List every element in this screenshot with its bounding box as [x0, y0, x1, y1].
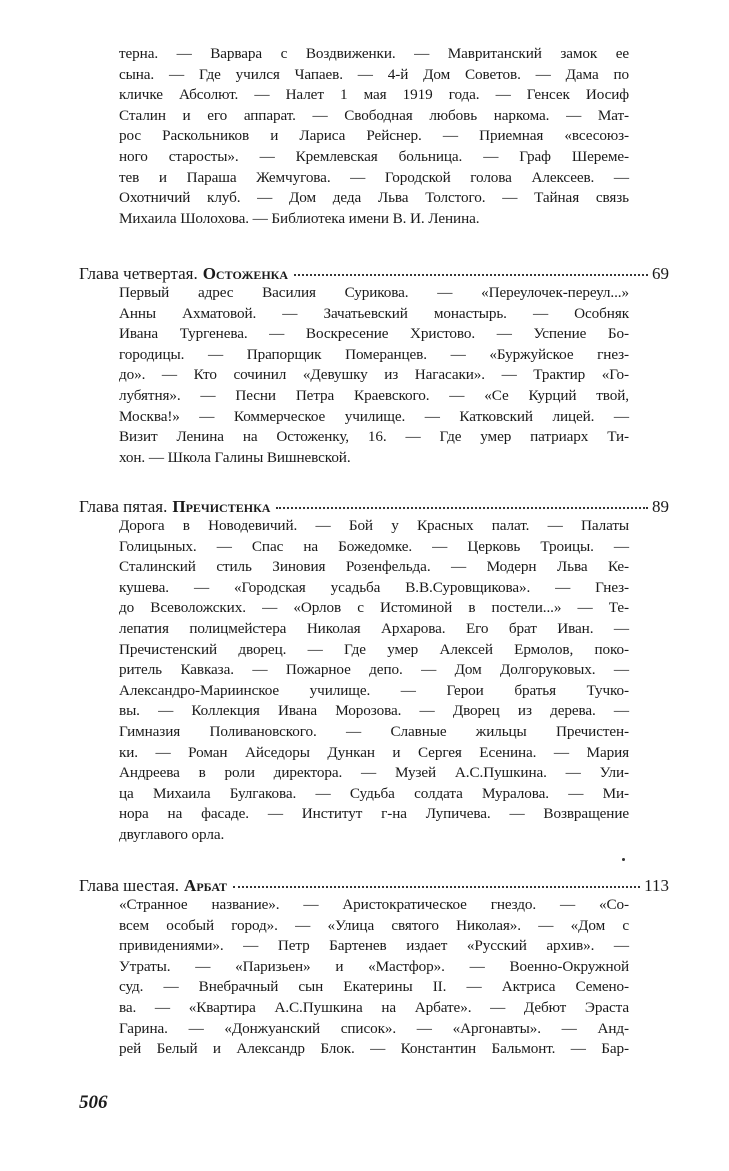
text-line: лубятня». — Песни Петра Краевского. — «Се Курций твой,: [119, 386, 629, 404]
chapter-heading-4: [79, 261, 669, 285]
text-line: до». — Кто сочинил «Девушку из Нагасаки». — Трактир «Го-: [119, 366, 629, 384]
print-speck: [622, 858, 625, 861]
text-line: двуглавого орла.: [119, 825, 225, 843]
text-line: Михаила Шолохова. — Библиотека имени В. И. Ленина.: [119, 209, 480, 227]
text-line: Гарина. — «Донжуанский список». — «Аргонавты». — Анд-: [119, 1019, 629, 1037]
chapter-number: Глава шестая.: [79, 876, 180, 895]
text-line: ки. — Роман Айседоры Дункан и Сергея Есенина. — Мария: [119, 743, 629, 761]
text-line: «Странное название». — Аристократическое гнездо. — «Со-: [119, 896, 629, 913]
contents-paragraph-chapter-3-cont: [119, 44, 629, 229]
contents-paragraph-chapter-4: [119, 283, 629, 468]
text-line: привидениями». — Петр Бартенев издает «Русский архив». —: [119, 937, 629, 955]
text-line: до Всеволожских. — «Орлов с Истоминой в постели...» — Те-: [119, 599, 629, 617]
text-line: Гимназия Поливановского. — Славные жильцы Пречистен-: [119, 722, 629, 740]
text-line: Утраты. — «Паризьен» и «Мастфор». — Военно-Окружной: [119, 957, 629, 975]
dot-leader: [233, 870, 640, 888]
text-line: Александро-Мариинское училище. — Герои братья Тучко-: [119, 681, 629, 699]
chapter-title: Пречистенка: [172, 497, 271, 516]
text-line: рос Раскольников и Лариса Рейснер. — Приемная «всесоюз-: [119, 127, 629, 145]
chapter-page-number: 113: [644, 876, 669, 895]
text-line: вы. — Коллекция Ивана Морозова. — Дворец из дерева. —: [119, 702, 629, 720]
text-line: Ивана Тургенева. — Воскресение Христово. — Успение Бо-: [119, 325, 629, 343]
text-line: сына. — Где учился Чапаев. — 4-й Дом Советов. — Дама по: [119, 65, 629, 83]
text-line: Сталин и его аппарат. — Свободная любовь наркома. — Мат-: [119, 106, 629, 124]
chapter-title: Арбат: [184, 876, 228, 895]
text-line: ритель Кавказа. — Пожарное депо. — Дом Долгоруковых. —: [119, 661, 629, 679]
chapter-number: Глава четвертая.: [79, 264, 198, 283]
chapter-page-number: 89: [652, 497, 669, 516]
text-line: хон. — Школа Галины Вишневской.: [119, 448, 351, 466]
text-line: суд. — Внебрачный сын Екатерины II. — Актриса Семено-: [119, 978, 629, 996]
contents-paragraph-chapter-6: [119, 895, 629, 1060]
text-line: Первый адрес Василия Сурикова. — «Переулочек-переул...»: [119, 284, 629, 301]
text-line: рей Белый и Александр Блок. — Константин Бальмонт. — Бар-: [119, 1040, 629, 1058]
page-number-footer: 506: [79, 1092, 108, 1113]
chapter-heading-5: [79, 494, 669, 518]
text-line: городицы. — Прапорщик Померанцев. — «Буржуйское гнез-: [119, 345, 629, 363]
text-line: терна. — Варвара с Воздвиженки. — Мавританский замок ее: [119, 45, 629, 62]
chapter-heading-6: [79, 873, 669, 897]
text-line: ца Михаила Булгакова. — Судьба солдата Муралова. — Ми-: [119, 784, 629, 802]
text-line: Андреева в роли директора. — Музей А.С.Пушкина. — Ули-: [119, 764, 629, 782]
text-line: Визит Ленина на Остоженку, 16. — Где умер патриарх Ти-: [119, 428, 629, 446]
text-line: всем особый город». — «Улица святого Николая». — «Дом с: [119, 916, 629, 934]
chapter-title: Остоженка: [202, 264, 289, 283]
chapter-number: Глава пятая.: [79, 497, 168, 516]
text-line: кушева. — «Городская усадьба В.В.Суровщикова». — Гнез-: [119, 578, 629, 596]
text-line: Голицыных. — Спас на Божедомке. — Церковь Троицы. —: [119, 537, 629, 555]
dot-leader: [276, 491, 648, 509]
text-line: нора на фасаде. — Институт г-на Лупичева. — Возвращение: [119, 805, 629, 823]
chapter-page-number: 69: [652, 264, 669, 283]
text-line: Сталинский стиль Зиновия Розенфельда. — Модерн Льва Ке-: [119, 558, 629, 576]
text-line: Дорога в Новодевичий. — Бой у Красных палат. — Палаты: [119, 517, 629, 534]
text-line: тев и Параша Жемчугова. — Городской голова Алексеев. —: [119, 168, 629, 186]
text-line: Москва!» — Коммерческое училище. — Катковский лицей. —: [119, 407, 629, 425]
text-line: кличке Абсолют. — Налет 1 мая 1919 года. — Генсек Иосиф: [119, 86, 629, 104]
text-line: Пречистенский дворец. — Где умер Алексей Ермолов, поко-: [119, 640, 629, 658]
text-line: лепатия полицмейстера Николая Архарова. Его брат Иван. —: [119, 619, 629, 637]
text-line: ва. — «Квартира А.С.Пушкина на Арбате». — Дебют Эраста: [119, 998, 629, 1016]
contents-paragraph-chapter-5: [119, 516, 629, 846]
text-line: Анны Ахматовой. — Зачатьевский монастырь. — Особняк: [119, 304, 629, 322]
text-line: Охотничий клуб. — Дом деда Льва Толстого. — Тайная связь: [119, 189, 629, 207]
text-line: ного старосты». — Кремлевская больница. — Граф Шереме-: [119, 147, 629, 165]
dot-leader: [294, 258, 648, 276]
